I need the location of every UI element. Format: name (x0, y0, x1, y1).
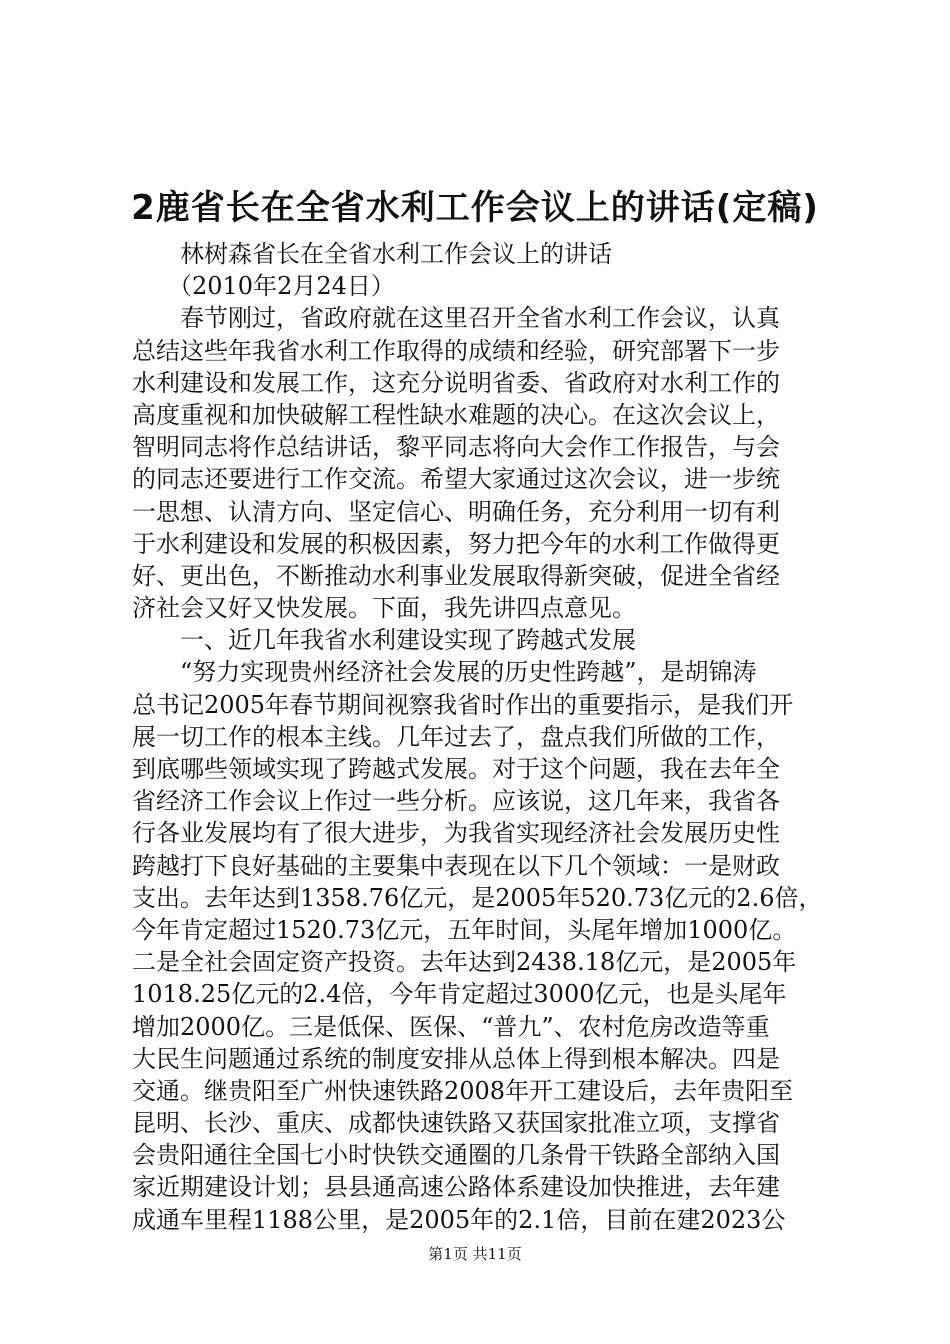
body-line: 到底哪些领域实现了跨越式发展。对于这个问题，我在去年全 (132, 755, 780, 783)
document-title: 2鹿省长在全省水利工作会议上的讲话(定稿) (131, 188, 819, 228)
body-line: 今年肯定超过1520.73亿元，五年时间，头尾年增加1000亿。 (132, 915, 797, 944)
body-line: 大民生问题通过系统的制度安排从总体上得到根本解决。四是 (132, 1044, 780, 1073)
body-line: 高度重视和加快破解工程性缺水难题的决心。在这次会议上， (132, 400, 780, 429)
body-line: 昆明、长沙、重庆、成都快速铁路又获国家批准立项，支撑省 (132, 1109, 780, 1138)
body-line: 总结这些年我省水利工作取得的成绩和经验，研究部署下一步 (132, 336, 780, 365)
body-line: 林树森省长在全省水利工作会议上的讲话 (132, 240, 612, 268)
body-line: 的同志还要进行工作交流。希望大家通过这次会议，进一步统 (132, 465, 780, 494)
body-line: 展一切工作的根本主线。几年过去了，盘点我们所做的工作， (132, 722, 780, 751)
body-line: （2010年2月24日） (132, 272, 395, 301)
body-line: 水利建设和发展工作，这充分说明省委、省政府对水利工作的 (132, 368, 780, 397)
body-line: 总书记2005年春节期间视察我省时作出的重要指示，是我们开 (132, 690, 794, 719)
body-line: 增加2000亿。三是低保、医保、“普九”、农村危房改造等重 (132, 1012, 770, 1041)
body-line: 行各业发展均有了很大进步，为我省实现经济社会发展历史性 (132, 819, 780, 848)
body-line: 家近期建设计划；县县通高速公路体系建设加快推进，去年建 (132, 1173, 780, 1202)
body-line: 交通。继贵阳至广州快速铁路2008年开工建设后，去年贵阳至 (132, 1076, 794, 1105)
body-line: 一思想、认清方向、坚定信心、明确任务，充分利用一切有利 (132, 497, 780, 526)
body-line: 春节刚过，省政府就在这里召开全省水利工作会议，认真 (132, 304, 780, 333)
body-line: 于水利建设和发展的积极因素，努力把今年的水利工作做得更 (132, 529, 780, 558)
page-footer: 第1页 共11页 (428, 1245, 522, 1263)
document-body (132, 238, 822, 1236)
body-line: 跨越打下良好基础的主要集中表现在以下几个领域：一是财政 (132, 851, 780, 880)
body-line: 省经济工作会议上作过一些分析。应该说，这几年来，我省各 (132, 787, 780, 816)
body-line: 济社会又好又快发展。下面，我先讲四点意见。 (132, 594, 636, 623)
body-line: 成通车里程1188公里，是2005年的2.1倍，目前在建2023公 (132, 1205, 786, 1234)
body-line: “努力实现贵州经济社会发展的历史性跨越”，是胡锦涛 (132, 658, 757, 687)
body-line: 二是全社会固定资产投资。去年达到2438.18亿元，是2005年 (132, 948, 797, 977)
body-line: 会贵阳通往全国七小时快铁交通圈的几条骨干铁路全部纳入国 (132, 1141, 780, 1170)
body-line: 1018.25亿元的2.4倍，今年肯定超过3000亿元，也是头尾年 (132, 980, 787, 1009)
body-line: 支出。去年达到1358.76亿元，是2005年520.73亿元的2.6倍， (132, 883, 822, 912)
body-line: 智明同志将作总结讲话，黎平同志将向大会作工作报告，与会 (132, 433, 780, 462)
body-line: 好、更出色，不断推动水利事业发展取得新突破，促进全省经 (132, 561, 780, 590)
body-line: 一、近几年我省水利建设实现了跨越式发展 (132, 626, 636, 655)
